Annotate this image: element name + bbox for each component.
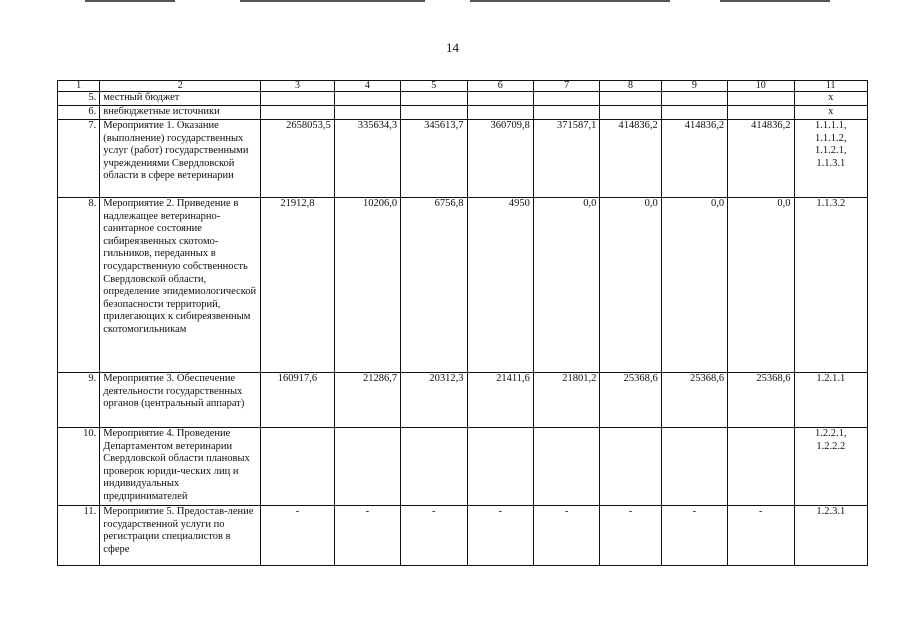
value-cell [661, 106, 727, 120]
column-header: 5 [401, 81, 467, 92]
value-cell: 25368,6 [728, 373, 794, 428]
target-code: 1.1.1.1, [815, 120, 847, 131]
value-cell [661, 92, 727, 106]
value-cell: 160917,6 [261, 373, 334, 428]
value-cell [600, 428, 661, 506]
value-cell: 414836,2 [728, 120, 794, 198]
row-description: Мероприятие 4. Проведение Департаментом ветеринарии Свердловской области плановых проверок юриди-ческих лиц и индивидуальных предпринимателей [100, 428, 261, 506]
value-cell: - [728, 506, 794, 566]
value-cell: 21801,2 [533, 373, 599, 428]
scan-edge-line [85, 0, 175, 2]
page-number: 14 [446, 40, 459, 55]
value-cell: 21286,7 [334, 373, 400, 428]
table-row [58, 198, 868, 373]
table-row [58, 373, 868, 428]
row-number: 8. [58, 198, 100, 373]
target-code: x [828, 106, 834, 117]
column-header: 10 [728, 81, 794, 92]
value-cell: - [334, 506, 400, 566]
value-cell: - [600, 506, 661, 566]
target-code: 1.1.2.1, [815, 145, 847, 157]
value-cell: 371587,1 [533, 120, 599, 198]
value-cell: - [401, 506, 467, 566]
value-cell: 21912,8 [261, 198, 334, 373]
target-code-cell [794, 373, 868, 428]
target-code: x [828, 92, 834, 103]
value-cell: - [533, 506, 599, 566]
table-row [58, 120, 868, 198]
value-cell [401, 428, 467, 506]
value-cell [261, 106, 334, 120]
row-number: 7. [58, 120, 100, 198]
value-cell [533, 92, 599, 106]
value-cell [728, 106, 794, 120]
value-cell [533, 106, 599, 120]
target-code-cell [794, 428, 868, 506]
target-code: 1.2.2.2 [816, 440, 846, 452]
value-cell [261, 428, 334, 506]
value-cell [467, 92, 533, 106]
value-cell: 4950 [467, 198, 533, 373]
value-cell [334, 92, 400, 106]
value-cell: 25368,6 [600, 373, 661, 428]
target-code-cell [794, 120, 868, 198]
row-number: 10. [58, 428, 100, 506]
column-header: 11 [794, 81, 868, 92]
column-header: 6 [467, 81, 533, 92]
scan-edge-line [240, 0, 425, 2]
target-code: 1.2.2.1, [815, 428, 847, 439]
value-cell [467, 428, 533, 506]
row-description: Мероприятие 5. Предостав-ление государственной услуги по регистрации специалистов в сфере [100, 506, 261, 566]
table-row [58, 428, 868, 506]
value-cell [661, 428, 727, 506]
column-header: 8 [600, 81, 661, 92]
value-cell: 0,0 [661, 198, 727, 373]
target-code-cell [794, 198, 868, 373]
target-code-cell [794, 106, 868, 120]
column-header: 7 [533, 81, 599, 92]
value-cell [401, 106, 467, 120]
table-row [58, 106, 868, 120]
target-code: 1.1.1.2, [815, 132, 847, 144]
scan-edge-line [720, 0, 830, 2]
value-cell: - [467, 506, 533, 566]
scan-edge-line [470, 0, 670, 2]
header-row [58, 81, 868, 92]
value-cell [401, 92, 467, 106]
value-cell: 335634,3 [334, 120, 400, 198]
value-cell: 21411,6 [467, 373, 533, 428]
target-code-cell [794, 92, 868, 106]
value-cell: 0,0 [600, 198, 661, 373]
row-number: 5. [58, 92, 100, 106]
row-description: внебюджетные источники [100, 106, 261, 120]
column-header: 1 [58, 81, 100, 92]
target-code: 1.1.3.1 [816, 157, 846, 169]
value-cell [600, 92, 661, 106]
row-description: Мероприятие 2. Приведение в надлежащее ветеринарно-санитарное состояние сибиреязвенных скотомо-гильников, переданных в государственную собственность Свердловской области, определение эпидемиологической безопасности территорий, прилегающих к сибиреязвенным скотомогильникам [100, 198, 261, 373]
value-cell [728, 92, 794, 106]
column-header: 4 [334, 81, 400, 92]
table-row [58, 92, 868, 106]
value-cell [467, 106, 533, 120]
value-cell [600, 106, 661, 120]
value-cell: 25368,6 [661, 373, 727, 428]
target-code: 1.2.3.1 [816, 506, 846, 517]
target-code-cell [794, 506, 868, 566]
row-number: 6. [58, 106, 100, 120]
value-cell: 10206,0 [334, 198, 400, 373]
value-cell [334, 106, 400, 120]
budget-table [57, 80, 868, 566]
value-cell [261, 92, 334, 106]
row-number: 9. [58, 373, 100, 428]
row-description: Мероприятие 3. Обеспечение деятельности государственных органов (центральный аппарат) [100, 373, 261, 428]
value-cell: 2658053,5 [261, 120, 334, 198]
value-cell: 414836,2 [600, 120, 661, 198]
value-cell: 414836,2 [661, 120, 727, 198]
value-cell [728, 428, 794, 506]
row-number: 11. [58, 506, 100, 566]
value-cell: 360709,8 [467, 120, 533, 198]
target-code: 1.1.3.2 [816, 198, 846, 209]
value-cell: 345613,7 [401, 120, 467, 198]
value-cell: 6756,8 [401, 198, 467, 373]
value-cell: 0,0 [533, 198, 599, 373]
row-description: Мероприятие 1. Оказание (выполнение) государственных услуг (работ) государственными учреждениями Свердловской области в сфере ветеринарии [100, 120, 261, 198]
value-cell: - [661, 506, 727, 566]
value-cell: - [261, 506, 334, 566]
column-header: 9 [661, 81, 727, 92]
value-cell: 0,0 [728, 198, 794, 373]
value-cell: 20312,3 [401, 373, 467, 428]
value-cell [334, 428, 400, 506]
value-cell [533, 428, 599, 506]
table-row [58, 506, 868, 566]
row-description: местный бюджет [100, 92, 261, 106]
column-header: 3 [261, 81, 334, 92]
column-header: 2 [100, 81, 261, 92]
target-code: 1.2.1.1 [816, 373, 846, 384]
